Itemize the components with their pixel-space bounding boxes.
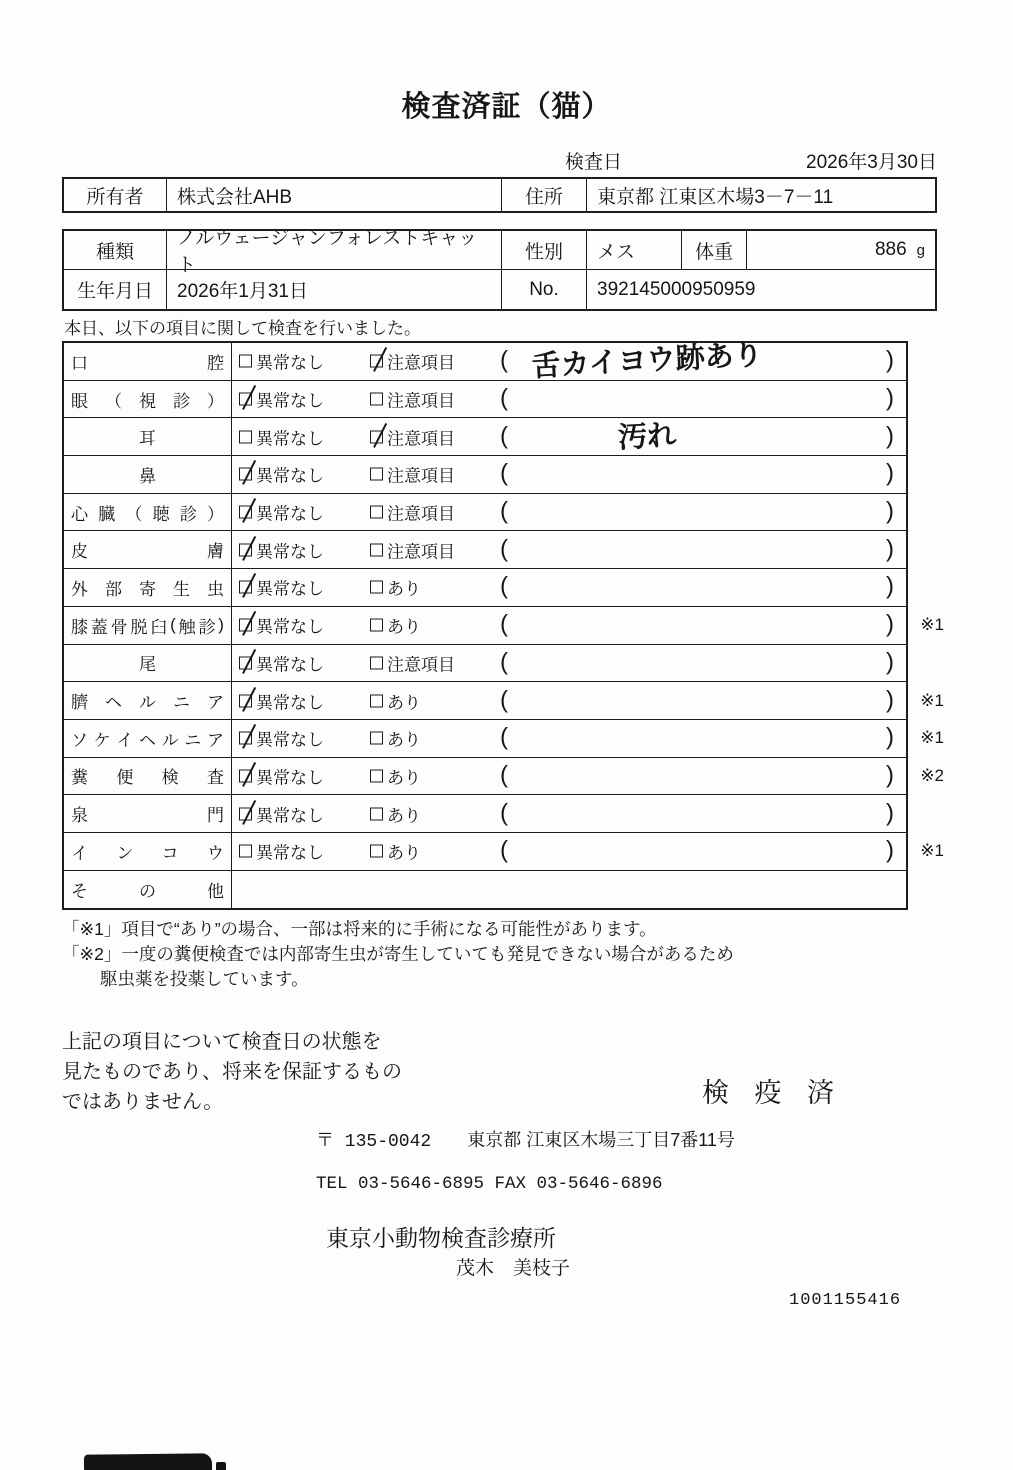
paren-close: ) (886, 572, 894, 600)
paren-close: ) (886, 723, 894, 751)
checkbox-label: 異常なし (256, 542, 324, 562)
checkbox-label: 異常なし (256, 655, 324, 675)
checkbox-checked-icon (239, 581, 252, 594)
row-content (232, 418, 906, 455)
owner-label: 所有者 (64, 179, 167, 211)
checkbox-group (239, 424, 324, 449)
checkbox-empty-icon (370, 694, 383, 707)
paren-close: ) (886, 799, 894, 827)
reference-mark: ※1 (920, 841, 944, 861)
handwritten-note: 舌カイヨウ跡あり (530, 339, 764, 384)
checkbox-group (239, 462, 324, 487)
item-label: 口 腔 (71, 353, 224, 373)
row-content (232, 645, 906, 682)
checkbox-label: あり (387, 768, 421, 788)
paren-close: ) (886, 497, 894, 525)
tel-fax-line: TEL 03-5646-6895 FAX 03-5646-6896 (316, 1174, 663, 1194)
checkbox-checked-icon (239, 393, 252, 406)
intro-text: 本日、以下の項目に関して検査を行いました。 (64, 319, 421, 338)
checkbox-checked-icon (239, 732, 252, 745)
checkbox-checked-icon (239, 656, 252, 669)
inspection-date-row (565, 147, 937, 174)
serial-number: 1001155416 (789, 1291, 902, 1310)
checkbox-empty-icon (370, 393, 383, 406)
checkbox-group (370, 839, 421, 864)
table-row (64, 720, 944, 758)
inspection-date-label: 検査日 (565, 152, 623, 173)
reference-mark: ※1 (920, 728, 944, 748)
checkbox-group (370, 424, 455, 449)
item-label-cell (64, 833, 232, 870)
checkbox-empty-icon (239, 355, 252, 368)
checkbox-group (370, 500, 455, 525)
checkbox-label: 異常なし (256, 768, 324, 788)
checkbox-empty-icon (370, 656, 383, 669)
item-label-cell (64, 645, 232, 682)
owner-table (62, 177, 937, 213)
checkbox-empty-icon (370, 807, 383, 820)
inspection-date-value: 2026年3月30日 (806, 152, 937, 173)
inspection-table (62, 339, 944, 910)
owner-address-label: 住所 (502, 179, 587, 211)
item-label-cell (64, 456, 232, 493)
table-row (64, 456, 906, 494)
checkbox-label: 異常なし (256, 466, 324, 486)
no-value: 392145000950959 (597, 278, 756, 300)
checkbox-label: あり (387, 693, 421, 713)
checkbox-group (370, 801, 421, 826)
checkbox-label: あり (387, 617, 421, 637)
checkbox-label: 異常なし (256, 806, 324, 826)
item-label: 外 部 寄 生 虫 (71, 579, 224, 599)
paren-open: ( (500, 346, 508, 374)
paren-close: ) (886, 685, 894, 713)
disclaimer-line-2: 見たものであり、将来を保証するもの (62, 1061, 402, 1083)
checkbox-group (239, 726, 324, 751)
footnote-3: 駆虫薬を投薬しています。 (100, 969, 309, 989)
paren-open: ( (500, 384, 508, 412)
checkbox-checked-icon (239, 769, 252, 782)
birth-value: 2026年1月31日 (167, 270, 502, 309)
sex-label: 性別 (502, 231, 587, 269)
paren-open: ( (500, 535, 508, 563)
table-row (64, 645, 906, 683)
table-row (64, 494, 906, 532)
checkbox-checked-icon (239, 619, 252, 632)
checkbox-label: 異常なし (256, 579, 324, 599)
checkbox-checked-icon (370, 355, 383, 368)
disclaimer-line-3: ではありません。 (62, 1091, 224, 1113)
reference-mark: ※1 (920, 690, 944, 710)
item-label: 眼 （ 視 診 ） (71, 391, 224, 411)
item-label: 糞 便 検 査 (71, 768, 224, 788)
checkbox-label: 注意項目 (387, 504, 455, 524)
checkbox-empty-icon (370, 732, 383, 745)
species-label: 種類 (64, 231, 167, 269)
row-content (232, 531, 906, 568)
item-label: 皮 膚 (71, 542, 224, 562)
footnote-1: 「※1」項目で“あり”の場合、一部は将来的に手術になる可能性があります。 (62, 919, 657, 939)
item-label: ソ ケ イ ヘ ル ニ ア (71, 730, 224, 750)
checkbox-empty-icon (370, 619, 383, 632)
checkbox-label: あり (387, 806, 421, 826)
no-label: No. (502, 270, 587, 309)
weight-value: 886 (874, 239, 907, 260)
checkbox-group (370, 726, 421, 751)
item-label: 耳 (139, 429, 156, 449)
checkbox-label: 異常なし (256, 504, 324, 524)
checkbox-label: 注意項目 (387, 353, 455, 373)
row-content (232, 494, 906, 531)
weight-unit: g (916, 241, 925, 259)
checkbox-label: 注意項目 (387, 429, 455, 449)
item-label-cell (64, 418, 232, 455)
checkbox-label: 異常なし (256, 353, 324, 373)
row-content (232, 833, 906, 870)
checkbox-group (239, 801, 324, 826)
owner-name: 株式会社AHB (167, 179, 502, 211)
item-label-cell (64, 795, 232, 832)
checkbox-empty-icon (370, 769, 383, 782)
checkbox-label: 異常なし (256, 693, 324, 713)
item-label-cell (64, 758, 232, 795)
checkbox-label: あり (387, 730, 421, 750)
row-content (232, 720, 906, 757)
row-content (232, 456, 906, 493)
checkbox-label: 異常なし (256, 391, 324, 411)
paren-open: ( (500, 799, 508, 827)
paren-close: ) (886, 459, 894, 487)
item-label-cell (64, 607, 232, 644)
item-label: 鼻 (139, 466, 156, 486)
table-row (64, 569, 906, 607)
table-row (64, 607, 944, 645)
table-row (64, 418, 906, 456)
checkbox-group (370, 613, 421, 638)
table-row (64, 871, 906, 909)
checkbox-group (239, 387, 324, 412)
birth-label: 生年月日 (64, 270, 167, 309)
checkbox-checked-icon (239, 694, 252, 707)
table-row (64, 758, 944, 796)
checkbox-group (370, 575, 421, 600)
checkbox-empty-icon (370, 845, 383, 858)
item-label-cell (64, 682, 232, 719)
quarantine-stamp: 検 疫 済 (702, 1078, 844, 1108)
disclaimer-line-1: 上記の項目について検査日の状態を (62, 1031, 382, 1053)
reference-mark: ※2 (920, 765, 944, 785)
pet-row-birth (64, 270, 935, 309)
clinic-address: 東京都 江東区木場三丁目7番11号 (467, 1130, 735, 1150)
checkbox-label: 異常なし (256, 730, 324, 750)
table-row (64, 795, 906, 833)
row-content (232, 795, 906, 832)
paren-open: ( (500, 572, 508, 600)
owner-address: 東京都 江東区木場3－7－11 (597, 186, 834, 208)
disclaimer (62, 1027, 402, 1117)
reference-mark: ※1 (920, 615, 944, 635)
checkbox-label: 注意項目 (387, 542, 455, 562)
item-label-cell (64, 871, 232, 909)
checkbox-empty-icon (239, 845, 252, 858)
checkbox-group (370, 462, 455, 487)
paren-close: ) (886, 648, 894, 676)
checkbox-checked-icon (239, 468, 252, 481)
item-label-cell (64, 494, 232, 531)
checkbox-checked-icon (239, 543, 252, 556)
row-content (232, 758, 906, 795)
paren-open: ( (500, 723, 508, 751)
checkbox-group (239, 575, 324, 600)
paren-open: ( (500, 648, 508, 676)
table-row (64, 833, 944, 871)
paren-open: ( (500, 422, 508, 450)
paren-close: ) (886, 384, 894, 412)
clinic-name: 東京小動物検査診療所 (326, 1225, 556, 1251)
checkbox-group (370, 387, 455, 412)
checkbox-empty-icon (370, 506, 383, 519)
checkbox-label: あり (387, 843, 421, 863)
checkbox-empty-icon (370, 468, 383, 481)
paren-open: ( (500, 836, 508, 864)
row-content (232, 607, 906, 644)
paren-close: ) (886, 535, 894, 563)
item-label: 臍 ヘ ル ニ ア (71, 693, 224, 713)
paren-close: ) (886, 422, 894, 450)
postal-code: 〒 135-0042 (316, 1132, 432, 1152)
checkbox-label: 注意項目 (387, 655, 455, 675)
row-content (232, 339, 906, 384)
table-row (64, 531, 906, 569)
item-label: 心 臓 （ 聴 診 ） (71, 504, 224, 524)
handwritten-note: 汚れ (617, 419, 677, 455)
checkbox-group (239, 349, 324, 374)
checkbox-label: 注意項目 (387, 391, 455, 411)
page-title: 検査済証（猫） (401, 91, 612, 123)
scan-artifact-small (216, 1462, 226, 1470)
checkbox-label: 異常なし (256, 429, 324, 449)
checkbox-group (239, 763, 324, 788)
checkbox-group (239, 613, 324, 638)
checkbox-label: 注意項目 (387, 466, 455, 486)
footnote-2: 「※2」一度の糞便検査では内部寄生虫が寄生していても発見できない場合があるため (62, 944, 734, 964)
paren-close: ) (886, 610, 894, 638)
table-row (64, 682, 944, 720)
checkbox-label: 異常なし (256, 617, 324, 637)
paren-open: ( (500, 761, 508, 789)
checkbox-group (239, 839, 324, 864)
paren-open: ( (500, 610, 508, 638)
item-label: 泉 門 (71, 806, 224, 826)
item-label-cell (64, 720, 232, 757)
examiner-name: 茂木 美枝子 (456, 1258, 571, 1279)
pet-table (62, 229, 937, 311)
item-label-cell (64, 343, 232, 380)
pet-row-species (64, 228, 935, 276)
paren-close: ) (886, 836, 894, 864)
checkbox-group (370, 688, 421, 713)
item-label: イ ン コ ウ (71, 843, 224, 863)
checkbox-group (370, 349, 455, 374)
checkbox-group (239, 688, 324, 713)
checkbox-label: 異常なし (256, 843, 324, 863)
checkbox-checked-icon (370, 430, 383, 443)
checkbox-group (239, 500, 324, 525)
checkbox-group (239, 650, 324, 675)
row-content (232, 569, 906, 606)
footnotes (62, 917, 734, 992)
item-label-cell (64, 381, 232, 418)
species-value: ノルウェージャンフォレストキャット (167, 231, 502, 269)
checkbox-label: あり (387, 579, 421, 599)
checkbox-empty-icon (370, 581, 383, 594)
checkbox-group (370, 763, 421, 788)
item-label: 尾 (139, 655, 156, 675)
checkbox-group (370, 650, 455, 675)
checkbox-group (239, 537, 324, 562)
row-content (232, 871, 906, 909)
weight-label: 体重 (682, 231, 747, 269)
sex-value: メス (587, 231, 682, 269)
clinic-address-line (316, 1126, 735, 1152)
item-label: そ の 他 (71, 881, 224, 901)
item-label-cell (64, 569, 232, 606)
row-content (232, 682, 906, 719)
scan-artifact (84, 1453, 212, 1470)
paren-open: ( (500, 497, 508, 525)
checkbox-checked-icon (239, 807, 252, 820)
checkbox-empty-icon (239, 430, 252, 443)
item-label: 膝 蓋 骨 脱 臼 ( 触 診 ) (71, 615, 224, 637)
weight-cell (747, 231, 935, 269)
checkbox-empty-icon (370, 543, 383, 556)
paren-close: ) (886, 761, 894, 789)
paren-open: ( (500, 685, 508, 713)
checkbox-group (370, 537, 455, 562)
paren-close: ) (886, 346, 894, 374)
paren-open: ( (500, 459, 508, 487)
checkbox-checked-icon (239, 506, 252, 519)
item-label-cell (64, 531, 232, 568)
table-row (64, 339, 906, 384)
